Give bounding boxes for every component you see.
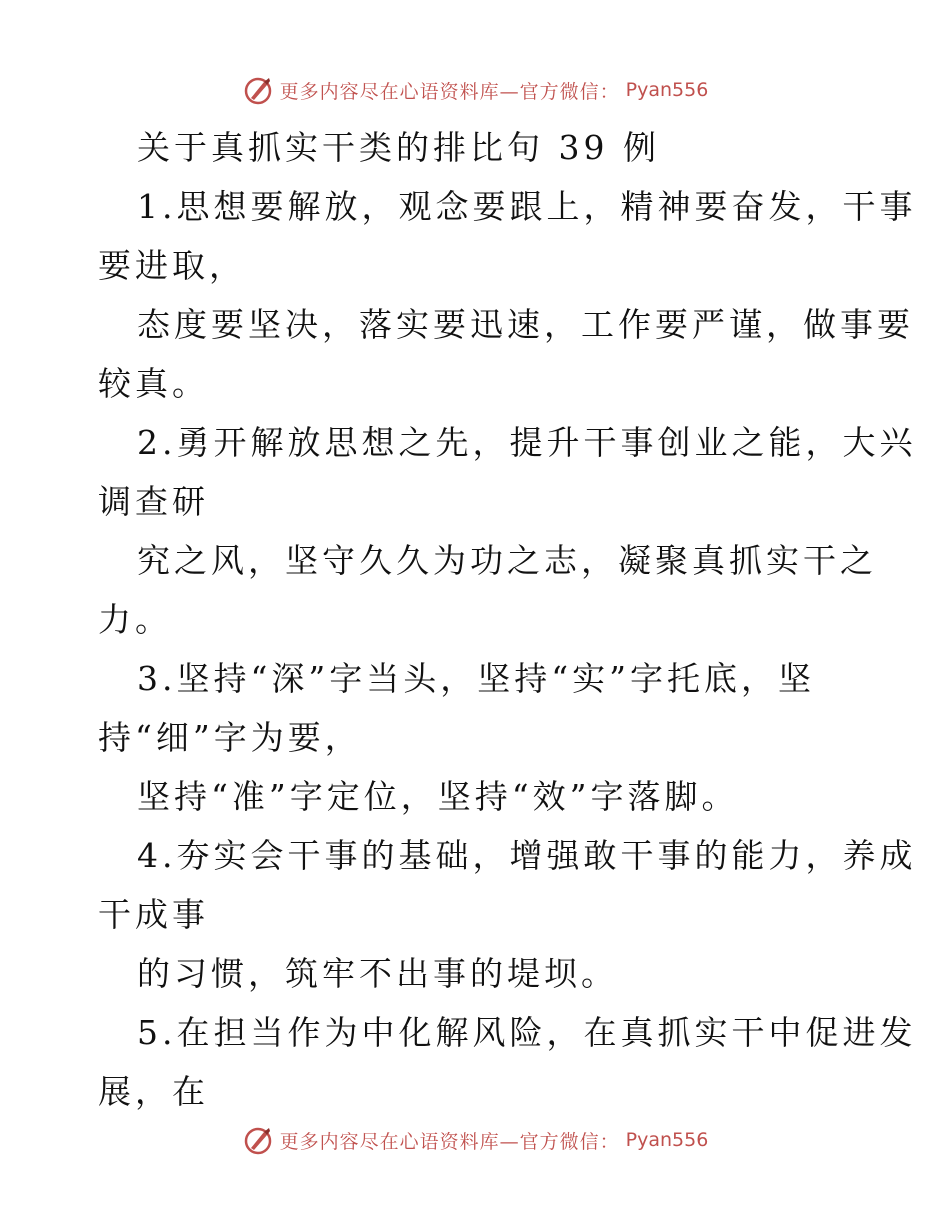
text-line: 3.坚持“深”字当头，坚持“实”字托底，坚	[137, 659, 815, 698]
footer-banner	[0, 1120, 950, 1160]
text-line: 2.勇开解放思想之先，提升干事创业之能，大兴	[137, 423, 917, 462]
text-line: 要进取，	[98, 246, 246, 285]
text-line: 的习惯，筑牢不出事的堤坝。	[137, 954, 618, 993]
banner-wechat-id: Pyan556	[625, 79, 709, 101]
text-line: 4.夯实会干事的基础，增强敢干事的能力，养成	[137, 836, 917, 875]
text-line: 5.在担当作为中化解风险，在真抓实干中促进发	[137, 1013, 917, 1052]
text-line: 态度要坚决，落实要迅速，工作要严谨，做事要	[137, 305, 914, 344]
text-line: 展，在	[98, 1072, 209, 1111]
text-line: 调查研	[98, 482, 209, 521]
text-line: 坚持“准”字定位，坚持“效”字落脚。	[137, 777, 739, 816]
text-line: 较真。	[98, 364, 209, 403]
banner-text: 更多内容尽在心语资料库—官方微信：	[279, 1130, 620, 1153]
quill-pen-icon	[242, 74, 274, 106]
banner-text: 更多内容尽在心语资料库—官方微信：	[279, 80, 620, 103]
quill-pen-icon	[242, 1124, 274, 1156]
text-line: 持“细”字为要，	[98, 718, 362, 757]
document-title: 关于真抓实干类的排比句 39 例	[137, 128, 660, 167]
header-banner	[0, 70, 950, 110]
text-line: 1.思想要解放，观念要跟上，精神要奋发，干事	[137, 187, 917, 226]
text-line: 究之风，坚守久久为功之志，凝聚真抓实干之	[137, 541, 877, 580]
text-line: 力。	[98, 600, 172, 639]
banner-wechat-id: Pyan556	[625, 1129, 709, 1151]
text-line: 干成事	[98, 895, 209, 934]
